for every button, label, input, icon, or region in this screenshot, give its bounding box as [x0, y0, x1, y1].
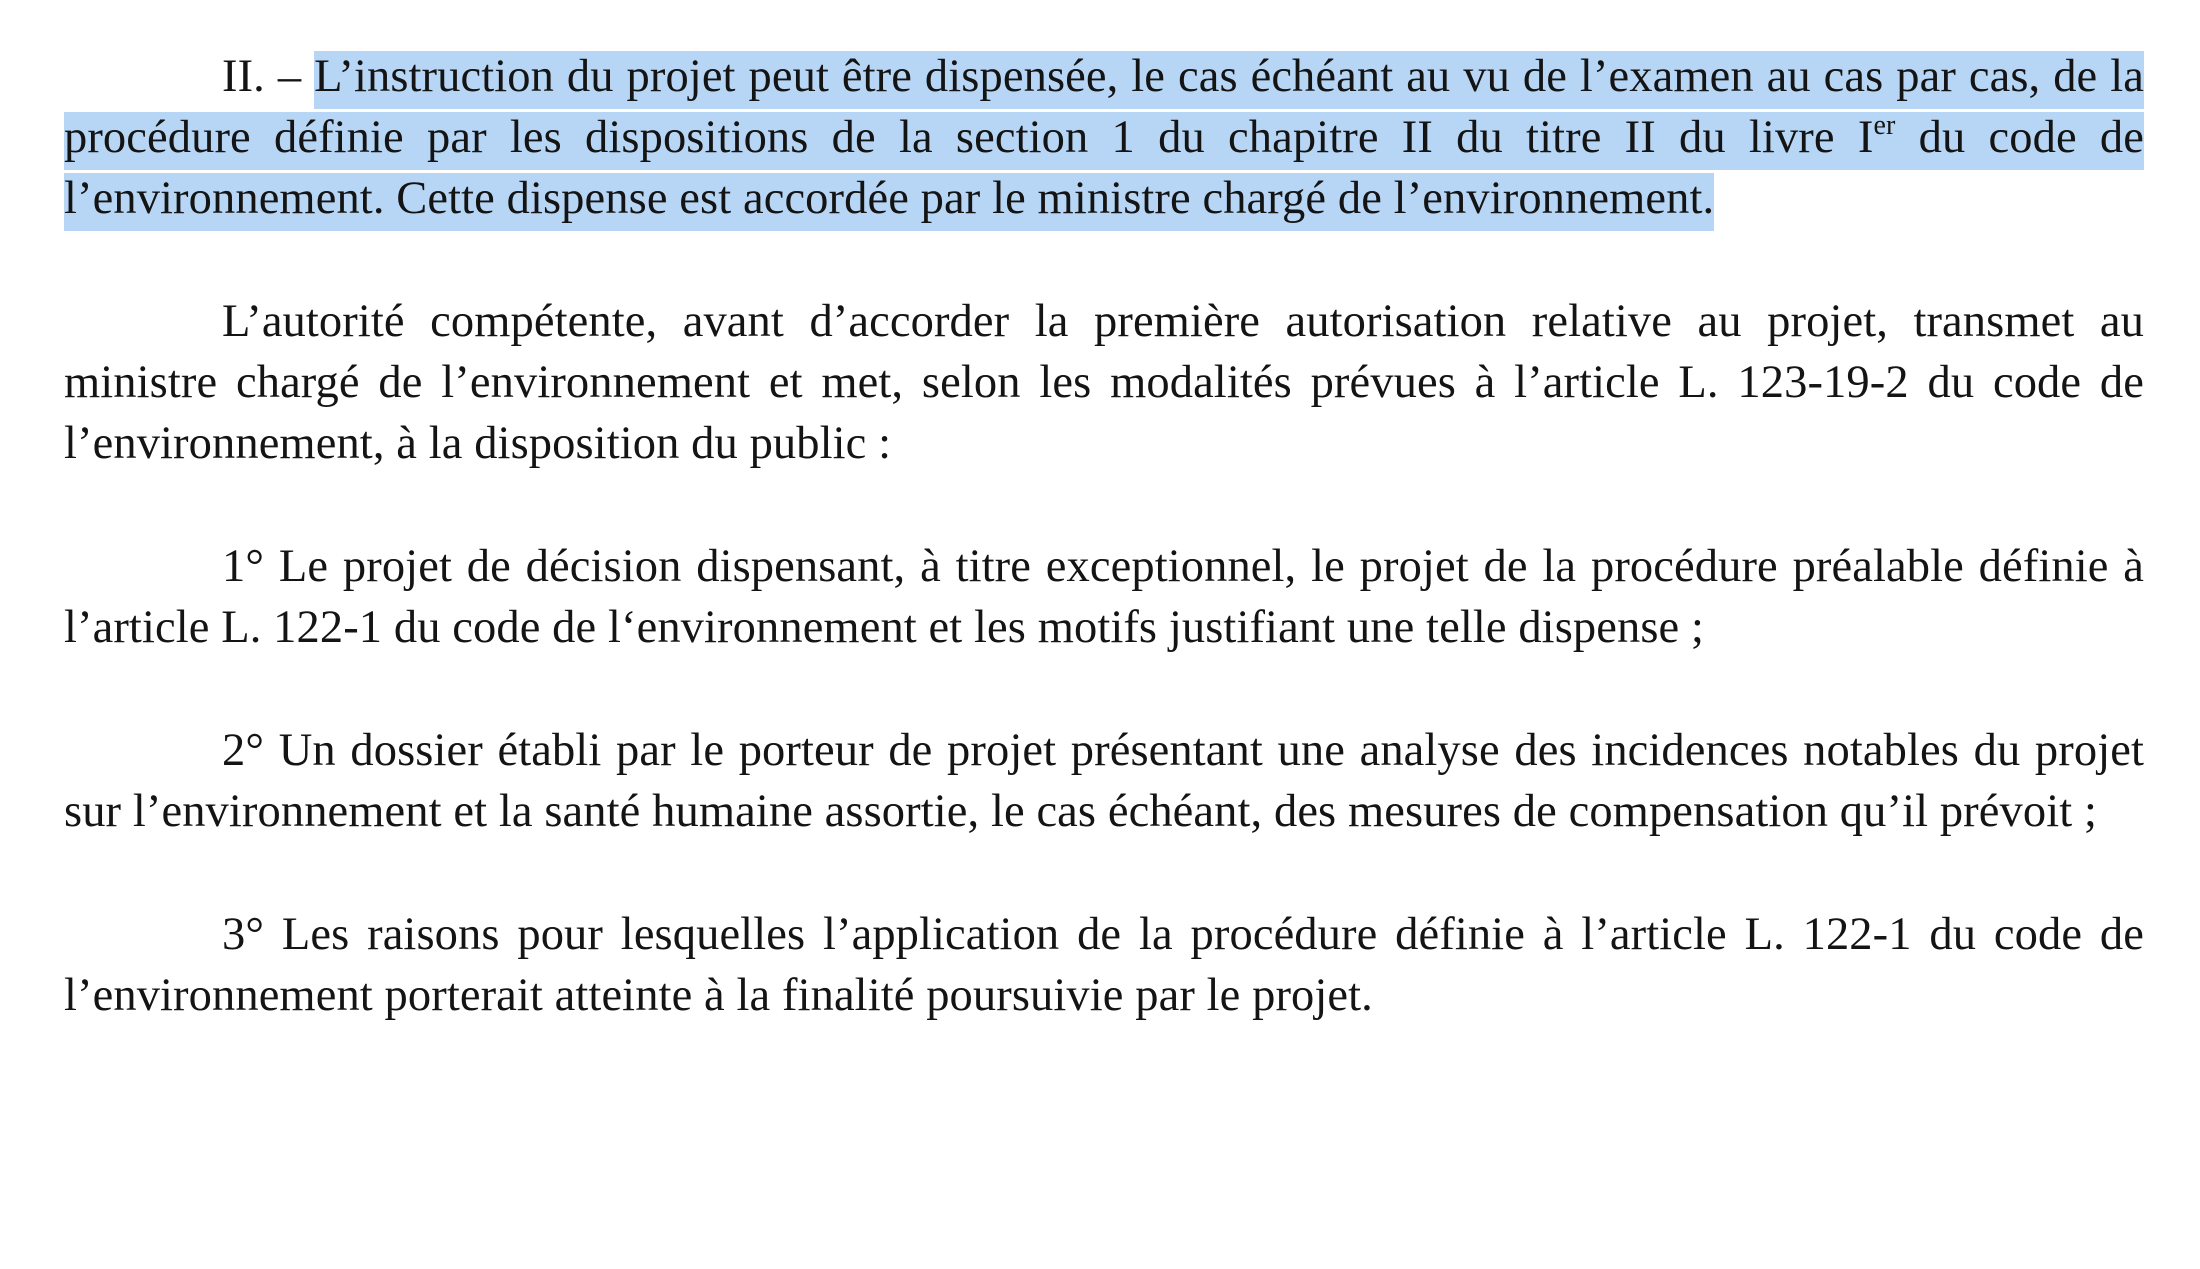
- document-page: [64, 46, 2144, 1026]
- selected-text-part2: du code de l’environnement. Cette dispense est accordée par le ministre chargé de l’environnement.: [64, 112, 2144, 224]
- paragraph-autorite[interactable]: L’autorité compétente, avant d’accorder la première autorisation relative au projet, transmet au ministre chargé de l’environnement et met, selon les modalités prévues à l’article L. 123-19-2 du code de l’environnement, à la disposition du public :: [64, 296, 2144, 469]
- selected-text-part1: L’instruction du projet peut être dispensée, le cas échéant au vu de l’examen au cas par cas, de la procédure définie par les dispositions de la section 1 du chapitre II du titre II du livre I: [64, 51, 2144, 163]
- list-item-1[interactable]: 1° Le projet de décision dispensant, à titre exceptionnel, le projet de la procédure préalable définie à l’article L. 122-1 du code de l‘environnement et les motifs justifiant une telle dispense ;: [64, 541, 2144, 653]
- list-item-3[interactable]: 3° Les raisons pour lesquelles l’application de la procédure définie à l’article L. 122-1 du code de l’environnement porterait atteinte à la finalité poursuivie par le projet.: [64, 909, 2144, 1021]
- section-ii-paragraph[interactable]: [64, 46, 2144, 229]
- text-selection[interactable]: [64, 51, 2144, 231]
- section-prefix: II. –: [222, 51, 315, 102]
- list-item-2[interactable]: 2° Un dossier établi par le porteur de projet présentant une analyse des incidences notables du projet sur l’environnement et la santé humaine assortie, le cas échéant, des mesures de compensation qu’il prévoit ;: [64, 725, 2144, 837]
- superscript-er: er: [1873, 110, 1896, 141]
